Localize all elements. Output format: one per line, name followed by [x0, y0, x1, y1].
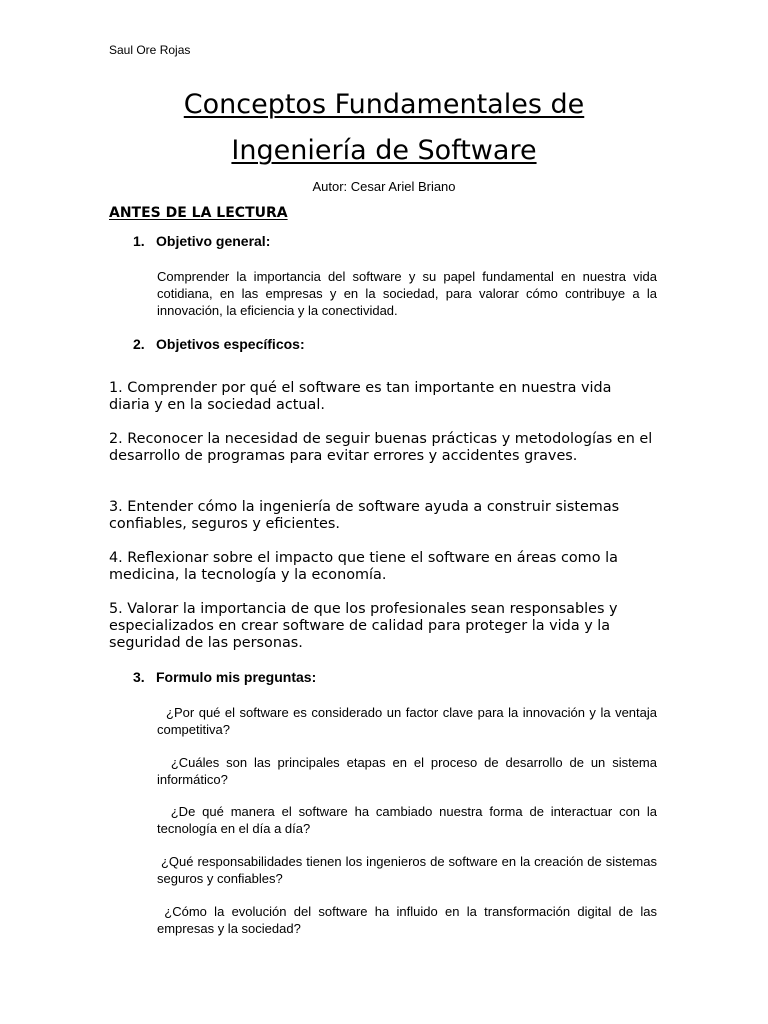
heading-questions — [133, 669, 316, 685]
heading-specific-objectives — [133, 336, 305, 352]
heading-number: 2. — [133, 336, 145, 352]
question-5: ¿Cómo la evolución del software ha influido en la transformación digital de las empresas y la sociedad? — [157, 904, 661, 936]
document-author: Autor: Cesar Ariel Briano — [312, 179, 456, 194]
heading-general-objective — [133, 233, 270, 249]
section-heading: ANTES DE LA LECTURA — [109, 205, 288, 221]
heading-label: Objetivos específicos: — [156, 336, 305, 352]
specific-objective-3: 3. Entender cómo la ingeniería de software ayuda a construir sistemas confiables, seguros y eficientes. — [109, 499, 620, 532]
general-objective-text: Comprender la importancia del software y su papel fundamental en nuestra vida cotidiana, en las empresas y en la sociedad, para valorar cómo contribuye a la innovación, la eficiencia y la conectividad. — [157, 269, 657, 318]
header-author-name: Saul Ore Rojas — [109, 43, 191, 57]
page-title — [0, 82, 768, 174]
question-3: ¿De qué manera el software ha cambiado nuestra forma de interactuar con la tecnología en el día a día? — [157, 804, 661, 836]
question-2: ¿Cuáles son las principales etapas en el proceso de desarrollo de un sistema informático? — [157, 755, 661, 787]
specific-objective-4: 4. Reflexionar sobre el impacto que tiene el software en áreas como la medicina, la tecnología y la economía. — [109, 550, 618, 583]
question-1: ¿Por qué el software es considerado un factor clave para la innovación y la ventaja competitiva? — [157, 705, 661, 737]
heading-number: 3. — [133, 669, 145, 685]
title-line-2: Ingeniería de Software — [231, 135, 537, 166]
heading-label: Objetivo general: — [156, 233, 271, 249]
specific-objective-5: 5. Valorar la importancia de que los profesionales sean responsables y especializados en crear software de calidad para proteger la vida y la seguridad de las personas. — [109, 601, 618, 651]
specific-objective-1: 1. Comprender por qué el software es tan importante en nuestra vida diaria y en la sociedad actual. — [109, 380, 612, 413]
title-line-1: Conceptos Fundamentales de — [183, 89, 585, 120]
heading-label: Formulo mis preguntas: — [156, 669, 317, 685]
question-4: ¿Qué responsabilidades tienen los ingenieros de software en la creación de sistemas seguros y confiables? — [157, 854, 661, 886]
specific-objective-2: 2. Reconocer la necesidad de seguir buenas prácticas y metodologías en el desarrollo de programas para evitar errores y accidentes graves. — [109, 431, 653, 464]
heading-number: 1. — [133, 233, 145, 249]
